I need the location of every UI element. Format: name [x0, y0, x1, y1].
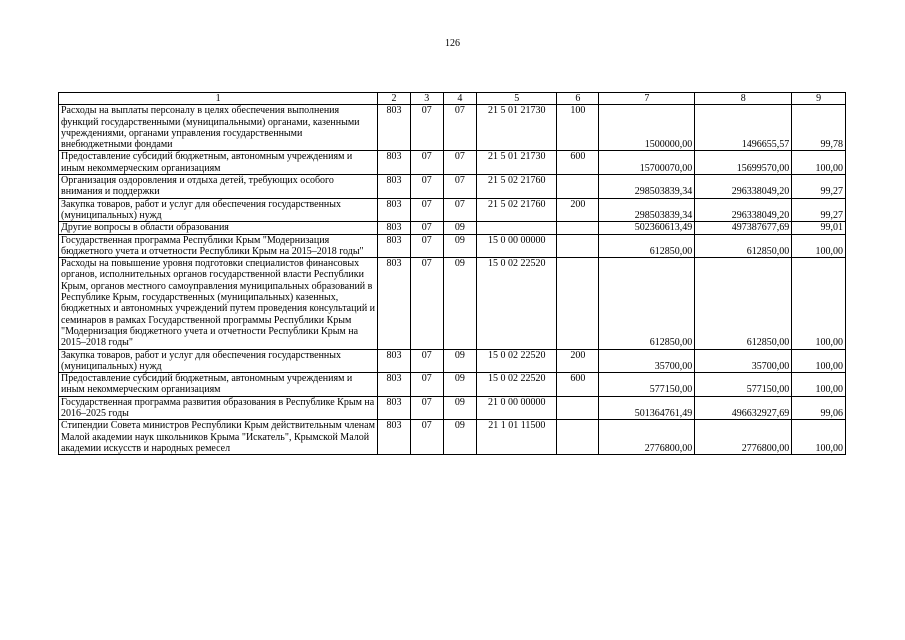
ministry-code: 803 [378, 396, 411, 420]
target-article-code: 15 0 02 22520 [477, 373, 557, 397]
section-code: 07 [410, 234, 443, 258]
table-row [59, 349, 846, 373]
row-description: Организация оздоровления и отдыха детей, требующих особого внимания и поддержки [59, 175, 378, 199]
row-description: Другие вопросы в области образования [59, 222, 378, 234]
table-row [59, 258, 846, 349]
section-code: 07 [410, 373, 443, 397]
subsection-code: 09 [443, 373, 477, 397]
execution-percent: 100,00 [792, 234, 846, 258]
subsection-code: 07 [443, 151, 477, 175]
planned-amount: 612850,00 [599, 258, 695, 349]
planned-amount: 35700,00 [599, 349, 695, 373]
planned-amount: 501364761,49 [599, 396, 695, 420]
ministry-code: 803 [378, 234, 411, 258]
execution-percent: 100,00 [792, 349, 846, 373]
execution-percent: 99,01 [792, 222, 846, 234]
table-row [59, 420, 846, 455]
section-code: 07 [410, 198, 443, 222]
table-row [59, 175, 846, 199]
expense-type-code [557, 222, 599, 234]
section-code: 07 [410, 420, 443, 455]
executed-amount: 1496655,57 [695, 105, 792, 151]
planned-amount: 1500000,00 [599, 105, 695, 151]
executed-amount: 2776800,00 [695, 420, 792, 455]
target-article-code: 21 5 01 21730 [477, 151, 557, 175]
table-row [59, 151, 846, 175]
row-description: Расходы на выплаты персоналу в целях обеспечения выполнения функций государственными (муниципальными) органами, казенными учреждениями, органами управления государственными внебюджетными фондами [59, 105, 378, 151]
execution-percent: 99,06 [792, 396, 846, 420]
executed-amount: 296338049,20 [695, 175, 792, 199]
executed-amount: 612850,00 [695, 258, 792, 349]
header-col-2: 2 [378, 93, 411, 105]
subsection-code: 07 [443, 198, 477, 222]
subsection-code: 07 [443, 175, 477, 199]
target-article-code: 21 1 01 11500 [477, 420, 557, 455]
header-col-6: 6 [557, 93, 599, 105]
execution-percent: 99,78 [792, 105, 846, 151]
subsection-code: 07 [443, 105, 477, 151]
execution-percent: 99,27 [792, 175, 846, 199]
planned-amount: 298503839,34 [599, 198, 695, 222]
header-col-4: 4 [443, 93, 477, 105]
expense-type-code [557, 258, 599, 349]
section-code: 07 [410, 349, 443, 373]
subsection-code: 09 [443, 234, 477, 258]
table-row [59, 198, 846, 222]
target-article-code: 15 0 02 22520 [477, 349, 557, 373]
ministry-code: 803 [378, 420, 411, 455]
execution-percent: 100,00 [792, 373, 846, 397]
row-description: Расходы на повышение уровня подготовки специалистов финансовых органов, исполнительных органов государственной власти Республики Крым, органов местного самоуправления муниципальных образований в Республике Крым, государственных (муниципальных) казенных, бюджетных и автономных учреждений путем проведения консультаций и семинаров в рамках Государственной программы Республики Крым "Модернизация бюджетного учета и отчетности Республики Крым на 2015–2018 годы" [59, 258, 378, 349]
table-row [59, 373, 846, 397]
execution-percent: 100,00 [792, 258, 846, 349]
table-row [59, 234, 846, 258]
row-description: Государственная программа Республики Крым "Модернизация бюджетного учета и отчетности Республики Крым на 2015–2018 годы" [59, 234, 378, 258]
expense-type-code [557, 396, 599, 420]
execution-percent: 100,00 [792, 151, 846, 175]
execution-percent: 99,27 [792, 198, 846, 222]
header-col-1: 1 [59, 93, 378, 105]
target-article-code: 15 0 02 22520 [477, 258, 557, 349]
expense-type-code: 200 [557, 198, 599, 222]
header-col-7: 7 [599, 93, 695, 105]
planned-amount: 298503839,34 [599, 175, 695, 199]
ministry-code: 803 [378, 105, 411, 151]
executed-amount: 296338049,20 [695, 198, 792, 222]
row-description: Закупка товаров, работ и услуг для обеспечения государственных (муниципальных) нужд [59, 349, 378, 373]
executed-amount: 15699570,00 [695, 151, 792, 175]
section-code: 07 [410, 105, 443, 151]
row-description: Предоставление субсидий бюджетным, автономным учреждениям и иным некоммерческим организациям [59, 151, 378, 175]
executed-amount: 612850,00 [695, 234, 792, 258]
target-article-code: 21 5 01 21730 [477, 105, 557, 151]
planned-amount: 612850,00 [599, 234, 695, 258]
subsection-code: 09 [443, 420, 477, 455]
subsection-code: 09 [443, 349, 477, 373]
section-code: 07 [410, 151, 443, 175]
header-col-3: 3 [410, 93, 443, 105]
expense-type-code: 600 [557, 151, 599, 175]
subsection-code: 09 [443, 258, 477, 349]
target-article-code: 21 5 02 21760 [477, 198, 557, 222]
expense-type-code: 600 [557, 373, 599, 397]
expense-type-code [557, 234, 599, 258]
ministry-code: 803 [378, 198, 411, 222]
target-article-code: 21 0 00 00000 [477, 396, 557, 420]
row-description: Предоставление субсидий бюджетным, автономным учреждениям и иным некоммерческим организациям [59, 373, 378, 397]
expense-type-code [557, 420, 599, 455]
planned-amount: 577150,00 [599, 373, 695, 397]
target-article-code: 15 0 00 00000 [477, 234, 557, 258]
expense-type-code: 200 [557, 349, 599, 373]
header-col-8: 8 [695, 93, 792, 105]
section-code: 07 [410, 175, 443, 199]
section-code: 07 [410, 222, 443, 234]
ministry-code: 803 [378, 349, 411, 373]
row-description: Стипендии Совета министров Республики Крым действительным членам Малой академии наук школьников Крыма "Искатель", Крымской Малой академии искусств и народных ремесел [59, 420, 378, 455]
header-col-9: 9 [792, 93, 846, 105]
execution-percent: 100,00 [792, 420, 846, 455]
ministry-code: 803 [378, 373, 411, 397]
subsection-code: 09 [443, 396, 477, 420]
executed-amount: 497387677,69 [695, 222, 792, 234]
ministry-code: 803 [378, 258, 411, 349]
executed-amount: 496632927,69 [695, 396, 792, 420]
row-description: Закупка товаров, работ и услуг для обеспечения государственных (муниципальных) нужд [59, 198, 378, 222]
table-row [59, 222, 846, 234]
expense-type-code: 100 [557, 105, 599, 151]
page-number: 126 [445, 38, 460, 49]
ministry-code: 803 [378, 175, 411, 199]
section-code: 07 [410, 258, 443, 349]
planned-amount: 502360613,49 [599, 222, 695, 234]
section-code: 07 [410, 396, 443, 420]
table-row [59, 105, 846, 151]
header-col-5: 5 [477, 93, 557, 105]
planned-amount: 15700070,00 [599, 151, 695, 175]
executed-amount: 577150,00 [695, 373, 792, 397]
header-row [59, 93, 846, 105]
target-article-code: 21 5 02 21760 [477, 175, 557, 199]
budget-table [58, 92, 846, 455]
expense-type-code [557, 175, 599, 199]
subsection-code: 09 [443, 222, 477, 234]
ministry-code: 803 [378, 151, 411, 175]
executed-amount: 35700,00 [695, 349, 792, 373]
planned-amount: 2776800,00 [599, 420, 695, 455]
ministry-code: 803 [378, 222, 411, 234]
target-article-code [477, 222, 557, 234]
table-row [59, 396, 846, 420]
row-description: Государственная программа развития образования в Республике Крым на 2016–2025 годы [59, 396, 378, 420]
